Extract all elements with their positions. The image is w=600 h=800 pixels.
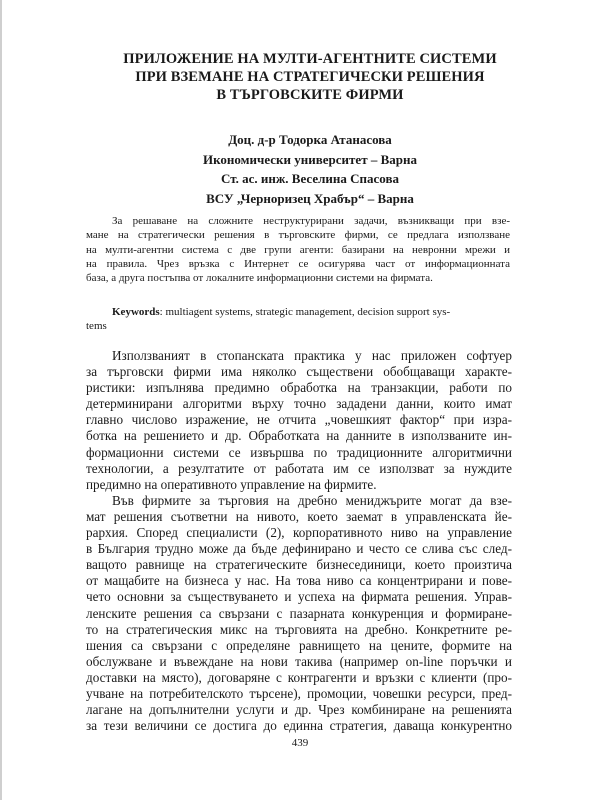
page-number: 439 [291,737,309,749]
author-affiliation: Икономически университет – Варна [203,151,417,167]
body-line: за тези величини се достига до единна стратегия, даваща конкурентно [86,718,512,734]
body-line: чето основни за съществуването и успеха на фирмата решения. Управ- [86,589,512,605]
keywords-continuation: tems [86,320,107,333]
page-edge [0,0,2,800]
body-line: предимно на оперативното управление на фирмите. [86,476,377,492]
title-line: ПРИЛОЖЕНИЕ НА МУЛТИ-АГЕНТНИТЕ СИСТЕМИ [123,51,497,67]
body-line: учване на потребителското търсене), промоции, човешки ресурси, пред- [86,685,512,701]
body-line: доставки на място), договаряне с контрагенти и връзки с клиенти (про- [86,669,512,685]
author-block [60,130,560,208]
body-line: в България трудно може да бъде дефинирано и често се слива със след- [86,541,512,557]
body-line: ботка на решението и др. Обработката на данните в използваните ин- [86,428,512,444]
paper-title [60,50,560,104]
keywords-label: Keywords [112,306,160,318]
author-name: Ст. ас. инж. Веселина Спасова [221,171,399,186]
abstract-line: мане на стратегически решения в търговските фирми, се предлага използване [86,229,510,242]
body-line: рархия. Според специалисти (2), корпоративното ниво на управление [86,525,512,541]
title-line: В ТЪРГОВСКИТЕ ФИРМИ [216,87,404,103]
body-line: Използваният в стопанската практика у нас приложен софтуер [112,348,512,363]
body-line: ващото равнище на стратегическите бизнесединици, което произтича [86,557,512,573]
abstract-line: За решаване на сложните неструктурирани задачи, възникващи при взе- [112,215,510,227]
body-line: ристики: изпълнява предимно обработка на транзакции, работи по [86,380,512,396]
abstract-line: на правила. Чрез връзка с Интернет се осигурява част от информационната [86,257,510,270]
body-line: Във фирмите за търговия на дребно мениджърите могат да взе- [112,492,512,508]
body-line: технологии, а резултатите от работата им се използват за нуждите [86,460,512,476]
body-line: за търговски фирми има няколко съществени обобщаващи характе- [86,364,512,380]
body-line: шения са свързани с определяне равнището на цените, формите на [86,637,512,653]
title-line: ПРИ ВЗЕМАНЕ НА СТРАТЕГИЧЕСКИ РЕШЕНИЯ [135,69,485,85]
abstract [86,214,510,285]
abstract-line: база, а друга постъпва от локалните информационни системи на фирмата. [86,272,433,285]
abstract-line: на мулти-агентни система с две групи агенти: базирани на невронни мрежи и [86,243,510,256]
body-line: формационни системи се извършва по традиционните алгоритмични [86,444,512,460]
keywords-line [86,305,510,319]
body-line: от мащабите на бизнеса у нас. На това ниво са концентрирани и пове- [86,573,512,589]
keywords-text: : multiagent systems, strategic management, decision support sys- [159,306,451,318]
keywords [86,305,510,334]
body-line: обслужване и въвеждане на нови такива (например on-line поръчки и [86,653,512,669]
body-text [86,348,512,734]
body-line: главно числово изражение, не отчита „човешкият фактор“ при изра- [86,412,512,428]
body-line: лагане на допълнителни услуги и др. Чрез комбиниране на решенията [86,702,512,718]
body-line: то на стратегическия микс на търговията на дребно. Конкретните ре- [86,621,512,637]
author-affiliation: ВСУ „Черноризец Храбър“ – Варна [206,190,414,206]
body-line: детерминирани алгоритми върху точно зададени данни, които имат [86,396,512,412]
body-line: ленските решения са свързани с пазарната конкуренция и формиране- [86,605,512,621]
author-name: Доц. д-р Тодорка Атанасова [228,132,392,147]
body-line: мат решения съответни на нивото, което заемат в управленската йе- [86,508,512,524]
